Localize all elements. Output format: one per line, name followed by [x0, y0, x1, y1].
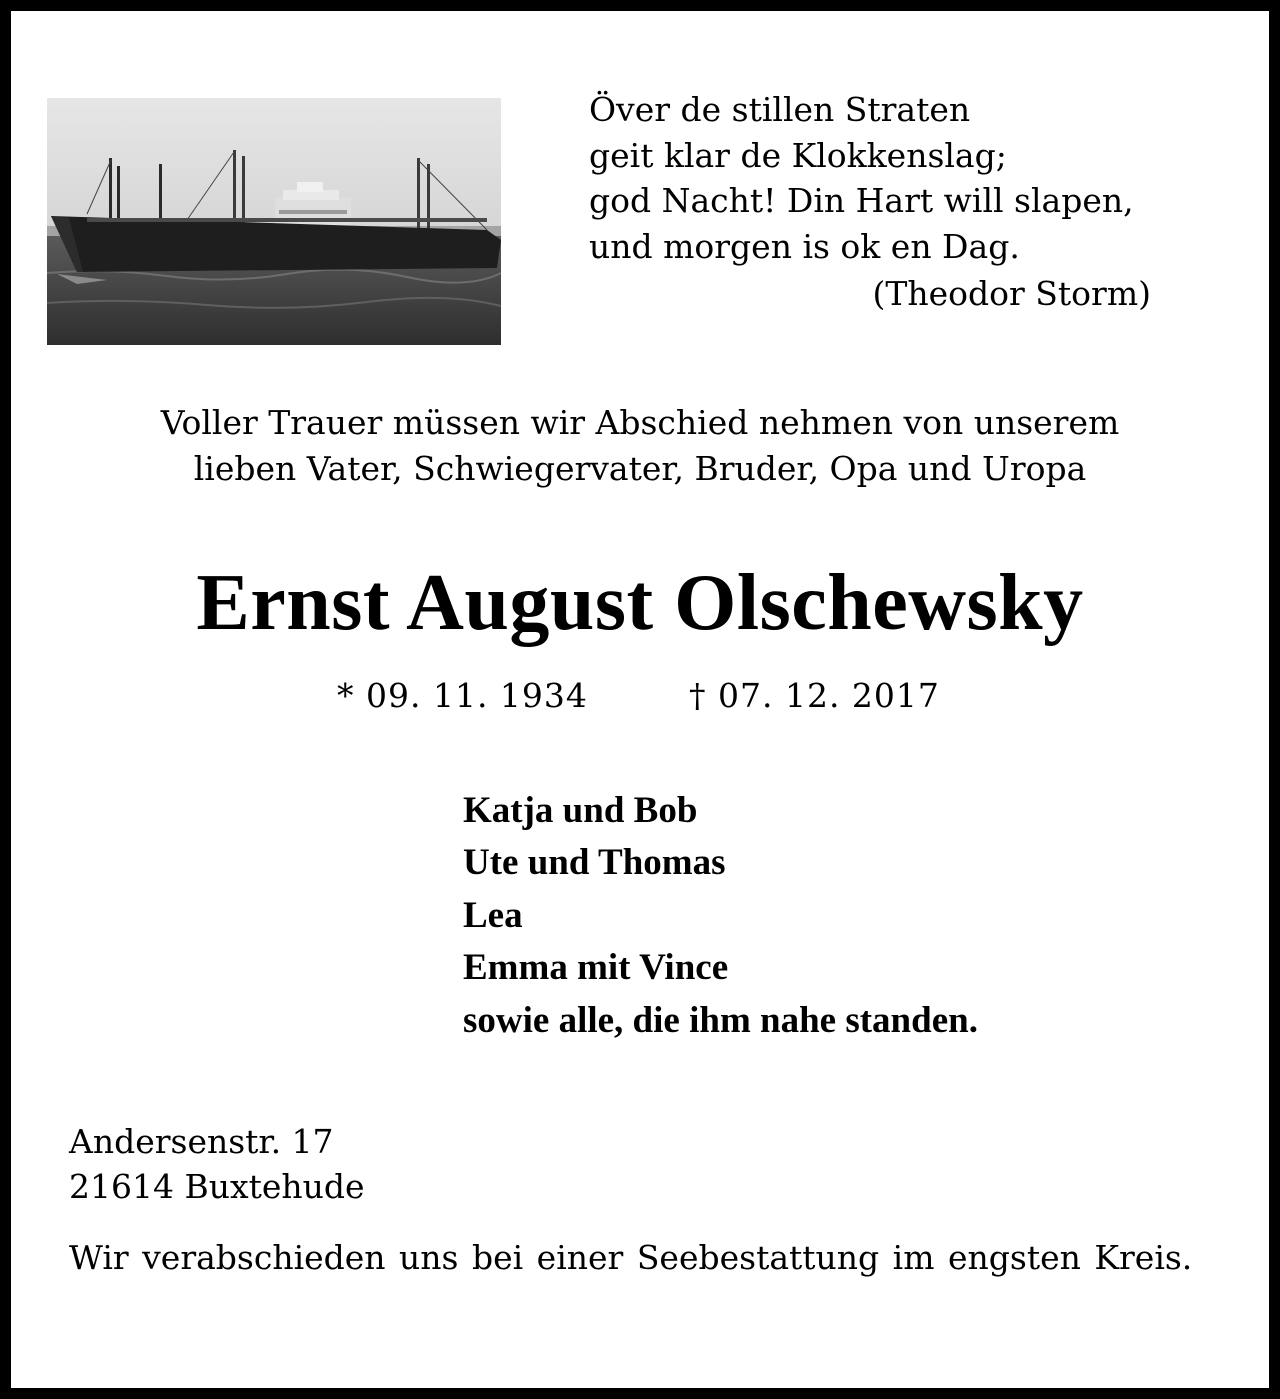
- deceased-name: Ernst August Olschewsky: [196, 559, 1084, 647]
- poem-attribution: (Theodor Storm): [872, 274, 1151, 313]
- mourners-list: [463, 785, 978, 1047]
- poem-line: Över de stillen Straten: [589, 90, 971, 129]
- intro-line-1: Voller Trauer müssen wir Abschied nehmen von unserem: [160, 403, 1120, 442]
- address: [69, 1119, 365, 1209]
- mourner-item: Emma mit Vince: [463, 947, 729, 989]
- mourner-item: Katja und Bob: [463, 790, 698, 831]
- poem-line: und morgen is ok en Dag.: [589, 226, 1020, 266]
- mourner-item: Lea: [463, 894, 523, 936]
- poem-line: god Nacht! Din Hart will slapen,: [589, 181, 1134, 220]
- intro-text: [11, 400, 1269, 492]
- intro-line-2: lieben Vater, Schwiegervater, Bruder, Opa und Uropa: [193, 449, 1087, 488]
- poem: [589, 87, 1189, 317]
- mourner-item: Ute und Thomas: [463, 842, 726, 884]
- address-street: Andersenstr. 17: [69, 1122, 334, 1161]
- birth-date: * 09. 11. 1934: [337, 676, 588, 715]
- poem-line: geit klar de Klokkenslag;: [589, 135, 1007, 175]
- ship-image: [47, 98, 501, 345]
- address-city: 21614 Buxtehude: [69, 1167, 365, 1206]
- death-date: † 07. 12. 2017: [689, 676, 940, 715]
- closing-text: Wir verabschieden uns bei einer Seebestattung im engsten Kreis.: [69, 1238, 1193, 1277]
- mourner-item: sowie alle, die ihm nahe standen.: [463, 999, 978, 1041]
- ship-photo: [47, 98, 501, 345]
